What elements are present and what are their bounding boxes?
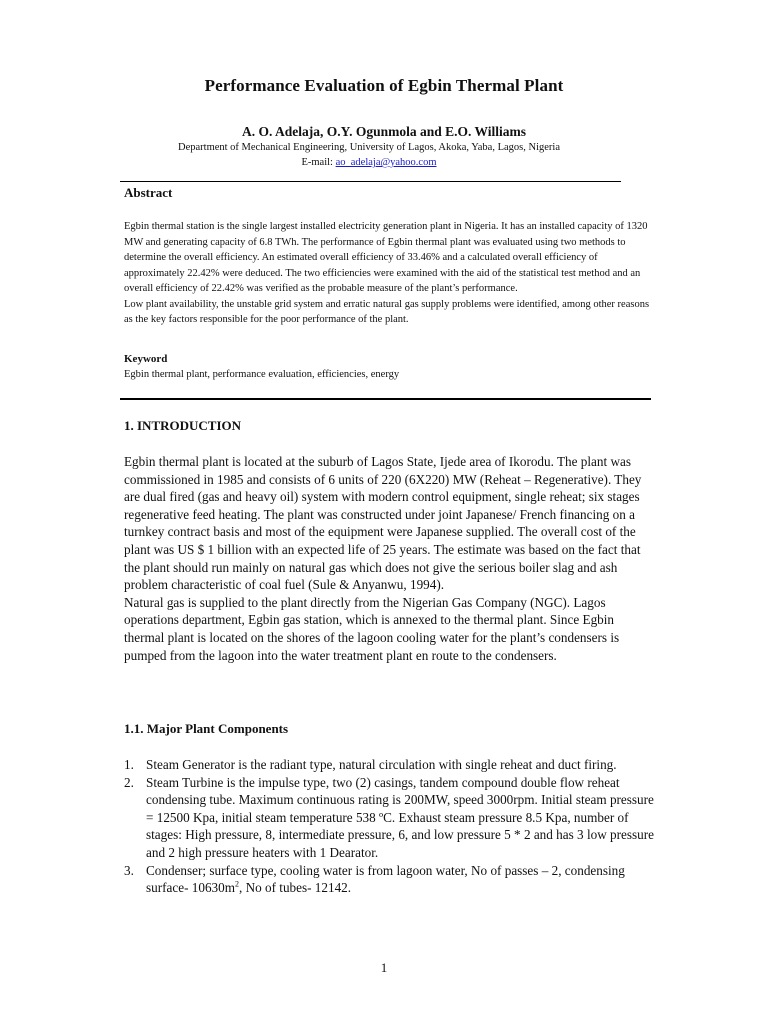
keyword-heading: Keyword xyxy=(124,353,168,365)
list-number: 1. xyxy=(124,757,134,772)
list-item xyxy=(124,756,655,774)
list-text: Steam Generator is the radiant type, natural circulation with single reheat and duct firing. xyxy=(146,757,617,772)
introduction-heading: 1. INTRODUCTION xyxy=(124,418,242,433)
list-item xyxy=(124,774,655,862)
abstract-paragraph: Egbin thermal station is the single largest installed electricity generation plant in Nigeria. It has an installed capacity of 1320 MW and generating capacity of 6.8 TWh. The performance of Egbin thermal plant was evaluated using two methods to determine the overall efficiency. An estimated overall efficiency of 33.46% and a calculated overall efficiency of approximately 22.42% were deduced. The two efficiencies were examined with the aid of the statistical test method and an overall efficiency of 22.42% was verified as the probable measure of the plant’s performance. xyxy=(124,221,648,294)
introduction-paragraph: Natural gas is supplied to the plant directly from the Nigerian Gas Company (NGC). Lagos operations department, Egbin gas station, which is annexed to the thermal plant. Since Egbin thermal plant is located on the shores of the lagoon cooling water for the plant’s condensers is pumped from the lagoon into the water treatment plant en route to the condensers. xyxy=(124,594,620,663)
superscript: 2 xyxy=(234,879,239,889)
email-link[interactable]: ao_adelaja@yahoo.com xyxy=(335,157,437,168)
abstract-paragraph: Low plant availability, the unstable grid system and erratic natural gas supply problems were identified, among other reasons as the key factors responsible for the poor performance of the plant. xyxy=(124,298,650,325)
email-line xyxy=(0,155,738,170)
abstract-body xyxy=(124,219,650,328)
components-list xyxy=(124,756,655,897)
keyword-text: Egbin thermal plant, performance evaluation, efficiencies, energy xyxy=(124,369,400,380)
introduction-paragraph: Egbin thermal plant is located at the suburb of Lagos State, Ijede area of Ikorodu. The plant was commissioned in 1985 and consists of 6 units of 220 (6X220) MW (Reheat – Regenerative). They are dual fired (gas and heavy oil) system with modern control equipment, single reheat; six stages regenerative feed heating. The plant was constructed under joint Japanese/ French financing on a turnkey contract basis and most of the equipment were Japanese supplied. The overall cost of the plant was US $ 1 billion with an expected life of 25 years. The estimate was based on the fact that the plant should run mainly on natural gas which does not give the serious boiler slag and ash problem characteristic of coal fuel (Sule & Anyanwu, 1994). xyxy=(124,454,642,593)
list-number: 2. xyxy=(124,774,134,790)
list-text: Steam Turbine is the impulse type, two (2) casings, tandem compound double flow reheat condensing tube. Maximum continuous rating is 200MW, speed 3000rpm. Initial steam pressure = 12500 Kpa, initial steam temperature 538 ºC. Exhaust steam pressure 8.5 Kpa, number of stages: High pressure, 8, intermediate pressure, 6, and low pressure 5 * 2 and has 3 low pressure and 2 high pressure heaters with 1 Dearator. xyxy=(146,774,654,860)
affiliation-block xyxy=(0,140,738,170)
divider-main xyxy=(120,398,651,400)
list-text-part: , No of tubes- 12142. xyxy=(238,880,352,896)
page-number: 1 xyxy=(380,960,388,975)
authors: A. O. Adelaja, O.Y. Ogunmola and E.O. Williams xyxy=(241,124,527,139)
abstract-heading: Abstract xyxy=(124,185,173,200)
email-label: E-mail: xyxy=(301,157,336,168)
list-text xyxy=(146,863,625,896)
introduction-body xyxy=(124,453,655,664)
paper-title: Performance Evaluation of Egbin Thermal Plant xyxy=(204,76,564,95)
list-item xyxy=(124,862,655,897)
affiliation: Department of Mechanical Engineering, University of Lagos, Akoka, Yaba, Lagos, Nigeria xyxy=(178,142,560,153)
list-text-part: Condenser; surface type, cooling water is from lagoon water, No of passes – 2, condensing surface- 10630m xyxy=(146,862,625,896)
divider-abstract xyxy=(120,181,621,182)
list-number: 3. xyxy=(124,862,134,878)
components-heading: 1.1. Major Plant Components xyxy=(124,721,289,736)
